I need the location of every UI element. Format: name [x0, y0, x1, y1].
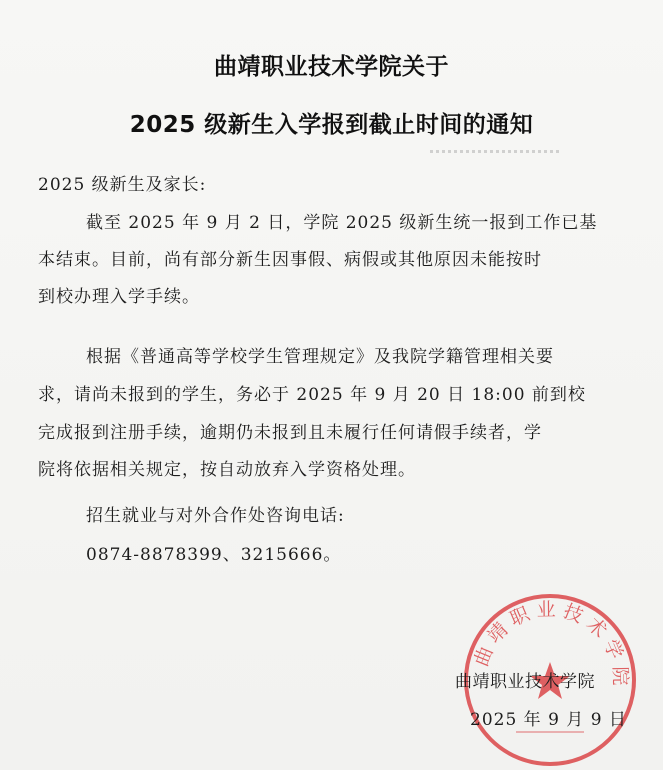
contact-phones: 0874-8878399、3215666。 [86, 545, 342, 565]
paragraph2-line1: 根据《普通高等学校学生管理规定》及我院学籍管理相关要 [86, 347, 554, 367]
signature-date: 2025 年 9 月 9 日 [470, 710, 627, 730]
seal-text: 曲靖职业技术学院 [470, 598, 632, 692]
notice-title-line1: 曲靖职业技术学院关于 [214, 54, 449, 80]
notice-title-line2: 2025 级新生入学报到截止时间的通知 [129, 112, 534, 138]
salutation: 2025 级新生及家长: [38, 175, 207, 195]
paragraph2-line2: 求，请尚未报到的学生，务必于 2025 年 9 月 20 日 18:00 前到校 [38, 385, 586, 405]
paragraph2-line4: 院将依据相关规定，按自动放弃入学资格处理。 [38, 460, 416, 480]
paragraph2-line3: 完成报到注册手续，逾期仍未报到且未履行任何请假手续者，学 [38, 423, 542, 443]
scan-mark [430, 150, 560, 153]
paragraph1-line3: 到校办理入学手续。 [38, 287, 200, 307]
paragraph1-line2: 本结束。目前，尚有部分新生因事假、病假或其他原因未能按时 [38, 250, 542, 270]
paragraph1-line1: 截至 2025 年 9 月 2 日，学院 2025 级新生统一报到工作已基 [86, 213, 598, 233]
contact-label: 招生就业与对外合作处咨询电话: [86, 506, 345, 526]
signature-organization: 曲靖职业技术学院 [455, 672, 595, 692]
